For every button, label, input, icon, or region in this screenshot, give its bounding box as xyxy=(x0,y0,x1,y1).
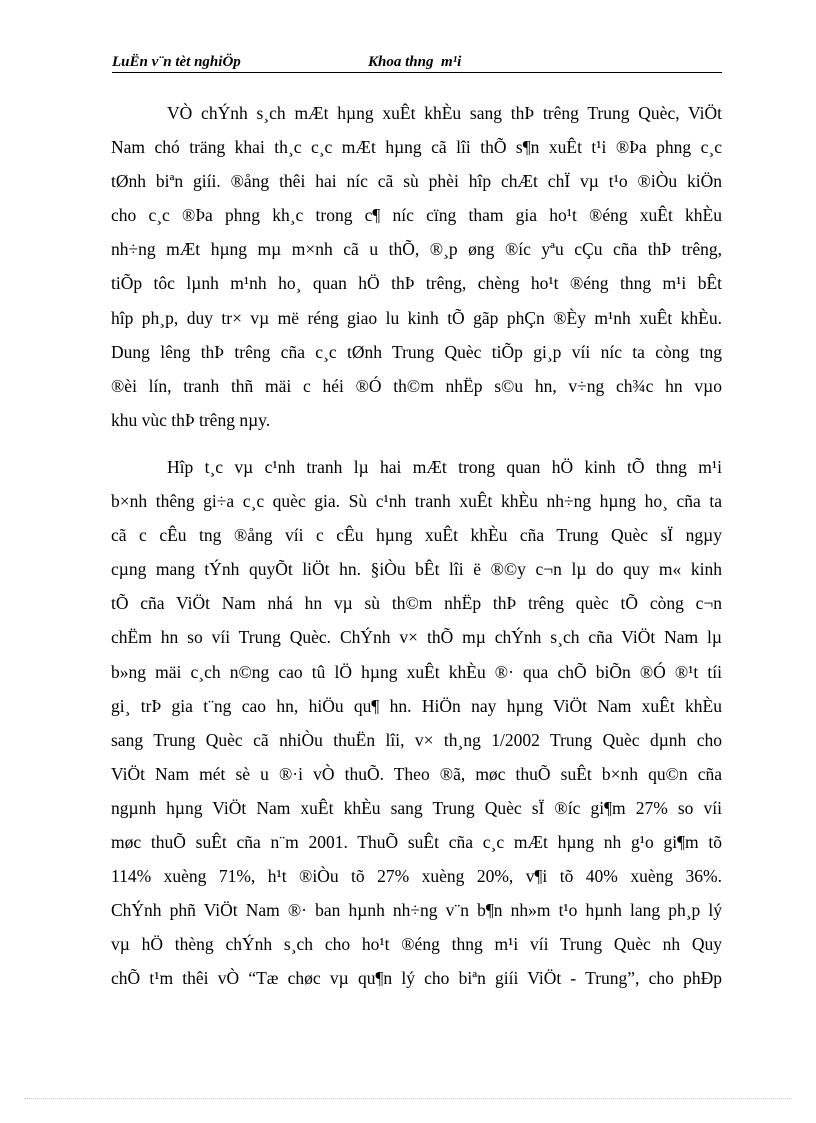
body-text xyxy=(111,96,722,995)
page-bottom-divider xyxy=(24,1098,792,1099)
text-line: tiÕp tôc lµnh m¹nh ho¸ quan hÖ thÞ trêng, chèng ho¹t ®éng thng m¹i bÊt xyxy=(111,273,722,294)
text-line: tÕ cña ViÖt Nam nhá hn vµ sù th©m nhËp thÞ trêng quèc tÕ còng c¬n xyxy=(111,593,722,614)
text-line: sang Trung Quèc cã nhiÒu thuËn lîi, v× th¸ng 1/2002 Trung Quèc dµnh cho xyxy=(111,729,722,750)
text-line: Nam chó träng khai th¸c c¸c mÆt hµng cã lîi thÕ s¶n xuÊt t¹i ®Þa phng c¸c xyxy=(111,137,722,158)
text-line: 114% xuèng 71%, h¹t ®iÒu tõ 27% xuèng 20%, v¶i tõ 40% xuèng 36%. xyxy=(111,866,722,887)
text-line: ngµnh hµng ViÖt Nam xuÊt khÈu sang Trung Quèc sÏ ®íc gi¶m 27% so víi xyxy=(111,797,722,818)
text-line: b×nh thêng gi÷a c¸c quèc gia. Sù c¹nh tranh xuÊt khÈu nh÷ng hµng ho¸ cña ta xyxy=(111,491,722,512)
text-line: ViÖt Nam mét sè u ®·i vÒ thuÕ. Theo ®ã, møc thuÕ suÊt b×nh qu©n cña xyxy=(111,763,722,784)
text-line: chÕ t¹m thêi vÒ “Tæ chøc vµ qu¶n lý cho biªn giíi ViÖt - Trung”, cho phÐp xyxy=(111,968,722,989)
text-line: møc thuÕ suÊt cña n¨m 2001. ThuÕ suÊt cña c¸c mÆt hµng nh g¹o gi¶m tõ xyxy=(111,831,722,852)
header-thesis-title: LuËn v¨n tèt nghiÖp xyxy=(112,54,241,70)
text-line: Dung lêng thÞ trêng cña c¸c tØnh Trung Quèc tiÕp gi¸p víi níc ta còng tng xyxy=(111,341,722,362)
text-line: ®èi lín, tranh thñ mäi c héi ®Ó th©m nhËp s©u hn, v÷ng ch¾c hn vµo xyxy=(111,375,722,396)
text-line: VÒ chÝnh s¸ch mÆt hµng xuÊt khÈu sang thÞ trêng Trung Quèc, ViÖt xyxy=(167,103,722,123)
text-line: gi¸ trÞ gia t¨ng cao hn, hiÖu qu¶ hn. HiÖn nay hµng ViÖt Nam xuÊt khÈu xyxy=(111,695,722,716)
text-line: vµ hÖ thèng chÝnh s¸ch cho ho¹t ®éng thng m¹i víi Trung Quèc nh Quy xyxy=(111,934,722,955)
page-header xyxy=(112,50,722,73)
text-line: chËm hn so víi Trung Quèc. ChÝnh v× thÕ mµ chÝnh s¸ch cña ViÖt Nam lµ xyxy=(111,627,722,648)
text-line: cµng mang tÝnh quyÕt liÖt hn. §iÒu bÊt lîi ë ®©y c¬n lµ do quy m« kinh xyxy=(111,559,722,580)
text-line: cã c cÊu tng ®ång víi c cÊu hµng xuÊt khÈu cña Trung Quèc sÏ ngµy xyxy=(111,525,722,546)
text-line: nh÷ng mÆt hµng mµ m×nh cã u thÕ, ®¸p øng ®íc yªu cÇu cña thÞ trêng, xyxy=(111,239,722,260)
text-line: tØnh biªn giíi. ®ång thêi hai níc cã sù phèi hîp chÆt chÏ vµ t¹o ®iÒu kiÖn xyxy=(111,171,722,192)
text-line: cho c¸c ®Þa phng kh¸c trong c¶ níc cïng tham gia ho¹t ®éng xuÊt khÈu xyxy=(111,205,722,226)
paragraph-2 xyxy=(111,450,722,996)
text-line: hîp ph¸p, duy tr× vµ më réng giao lu kinh tÕ gãp phÇn ®Èy m¹nh xuÊt khÈu. xyxy=(111,307,722,328)
text-line: ChÝnh phñ ViÖt Nam ®· ban hµnh nh÷ng v¨n b¶n nh»m t¹o hµnh lang ph¸p lý xyxy=(111,900,722,921)
text-line: b»ng mäi c¸ch n©ng cao tû lÖ hµng xuÊt khÈu ®· qua chÕ biÕn ®Ó ®¹t tíi xyxy=(111,661,722,682)
paragraph-1 xyxy=(111,96,722,437)
text-line: khu vùc thÞ trêng nµy. xyxy=(111,409,271,430)
text-line: Hîp t¸c vµ c¹nh tranh lµ hai mÆt trong quan hÖ kinh tÕ thng m¹i xyxy=(167,456,722,477)
header-faculty: Khoa thng m¹i xyxy=(368,54,462,70)
